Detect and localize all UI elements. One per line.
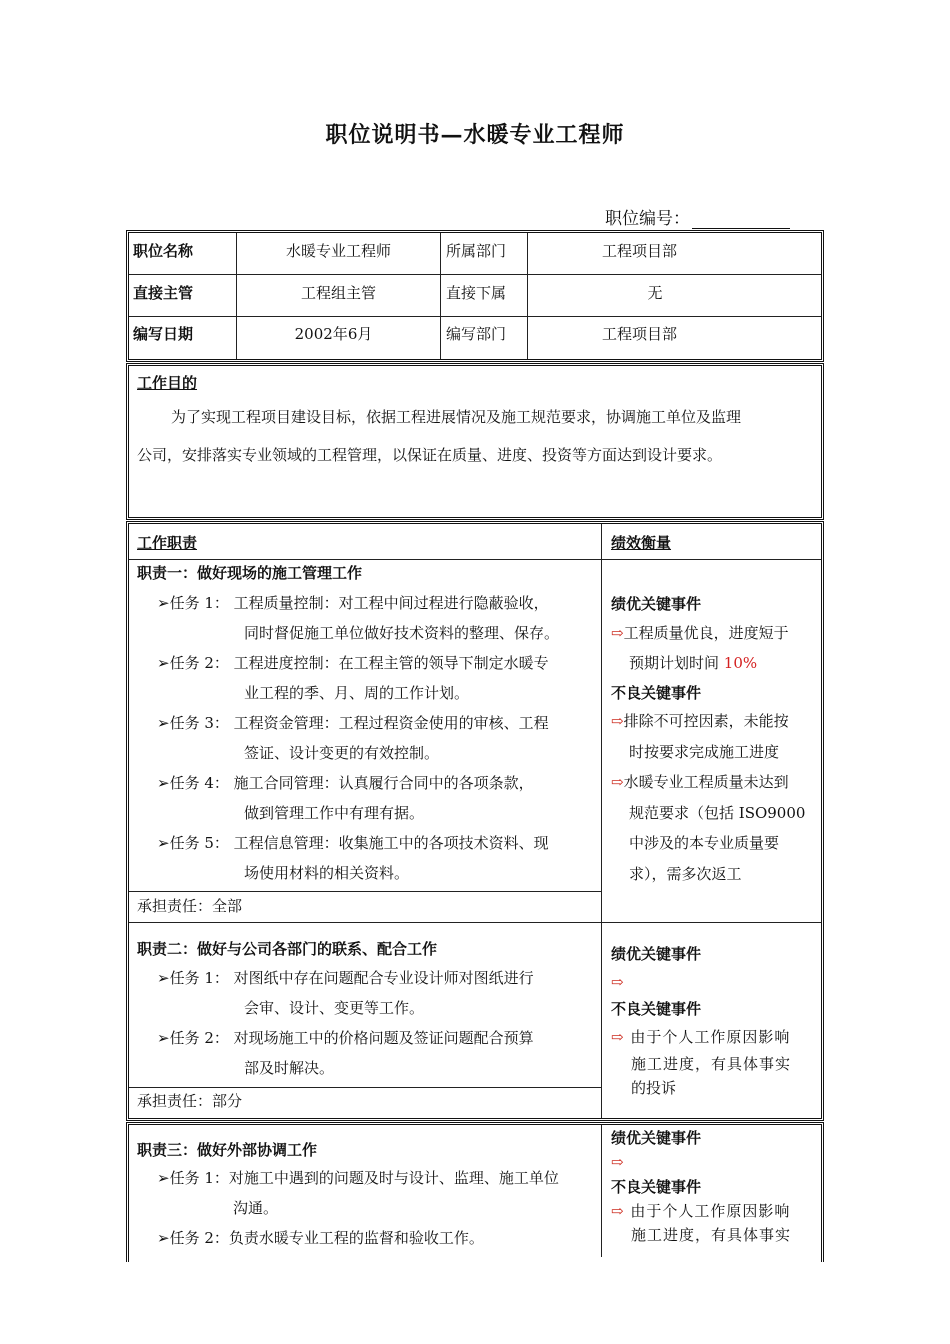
info-row-divider — [129, 316, 821, 317]
task-line: 场使用材料的相关资料。 — [244, 864, 410, 882]
arrow-icon: ⇨ — [611, 773, 624, 791]
task-line: ➢任务 3： 工程资金管理：工程过程资金使用的审核、工程 — [157, 714, 549, 732]
position-code-label: 职位编号： — [605, 209, 690, 229]
responsibility: 承担责任：全部 — [137, 897, 243, 915]
perf-heading: 绩效衡量 — [611, 534, 672, 552]
duty-title: 职责三：做好外部协调工作 — [137, 1141, 318, 1159]
page-title: 职位说明书—水暖专业工程师 — [325, 122, 625, 148]
duties-col-divider — [601, 524, 602, 1118]
duties-header-divider — [129, 559, 821, 560]
position-code-blank — [692, 212, 790, 229]
value-position-name: 水暖专业工程师 — [285, 242, 391, 260]
purpose-line: 公司，安排落实专业领域的工程管理，以保证在质量、进度、投资等方面达到设计要求。 — [137, 446, 723, 464]
label-department: 所属部门 — [446, 242, 507, 260]
perf-item: 施工进度，有具体事实 — [631, 1055, 792, 1073]
task-line: ➢任务 1：对施工中遇到的问题及时与设计、监理、施工单位 — [157, 1169, 559, 1187]
responsibility: 承担责任：部分 — [137, 1092, 243, 1110]
arrow-icon: ⇨ — [611, 1028, 625, 1046]
good-events-label: 绩优关键事件 — [611, 945, 702, 963]
value-date: 2002年6月 — [294, 325, 373, 343]
label-subordinate: 直接下属 — [446, 284, 507, 302]
arrow-icon: ⇨ — [611, 624, 624, 642]
bad-events-label: 不良关键事件 — [611, 684, 702, 702]
arrow-icon: ⇨ — [611, 973, 624, 991]
label-writer-dept: 编写部门 — [446, 325, 507, 343]
perf-item: ⇨ 由于个人工作原因影响 — [611, 1202, 791, 1220]
task-line: ➢任务 1： 对图纸中存在问题配合专业设计师对图纸进行 — [157, 969, 534, 987]
perf-item: 施工进度，有具体事实 — [631, 1226, 792, 1244]
value-department: 工程项目部 — [601, 242, 677, 260]
perf-item: 预期计划时间 10% — [629, 654, 758, 672]
duty-title: 职责一：做好现场的施工管理工作 — [137, 564, 363, 582]
task-line: 业工程的季、月、周的工作计划。 — [244, 684, 470, 702]
task-line: ➢任务 2： 工程进度控制：在工程主管的领导下制定水暖专 — [157, 654, 549, 672]
perf-item: 规范要求（包括 ISO9000 — [629, 804, 806, 822]
duties-col-divider — [601, 1125, 602, 1257]
label-date: 编写日期 — [133, 325, 194, 343]
value-writer-dept: 工程项目部 — [601, 325, 677, 343]
value-subordinate: 无 — [647, 284, 663, 302]
task-line: 沟通。 — [233, 1199, 279, 1217]
value-supervisor: 工程组主管 — [300, 284, 376, 302]
resp-divider — [129, 1087, 601, 1088]
task-line: 部及时解决。 — [244, 1059, 335, 1077]
perf-item: ⇨水暖专业工程质量未达到 — [611, 773, 789, 791]
bad-events-label: 不良关键事件 — [611, 1000, 702, 1018]
duty-title: 职责二：做好与公司各部门的联系、配合工作 — [137, 940, 438, 958]
task-line: ➢任务 5： 工程信息管理：收集施工中的各项技术资料、现 — [157, 834, 549, 852]
position-code — [605, 204, 790, 229]
label-supervisor: 直接主管 — [133, 284, 194, 302]
info-row-divider — [129, 274, 821, 275]
task-line: ➢任务 1： 工程质量控制：对工程中间过程进行隐蔽验收， — [157, 594, 549, 612]
task-line: ➢任务 2：负责水暖专业工程的监督和验收工作。 — [157, 1229, 484, 1247]
purpose-heading: 工作目的 — [137, 374, 198, 392]
purpose-line: 为了实现工程项目建设目标，依据工程进展情况及施工规范要求，协调施工单位及监理 — [171, 408, 742, 426]
task-line: ➢任务 4： 施工合同管理：认真履行合同中的各项条款， — [157, 774, 534, 792]
bad-events-label: 不良关键事件 — [611, 1178, 702, 1196]
arrow-icon: ⇨ — [611, 1202, 625, 1220]
perf-item: 中涉及的本专业质量要 — [629, 834, 780, 852]
arrow-icon: ⇨ — [611, 1153, 624, 1171]
good-events-label: 绩优关键事件 — [611, 595, 702, 613]
task-line: 同时督促施工单位做好技术资料的整理、保存。 — [244, 624, 560, 642]
perf-item: ⇨ 由于个人工作原因影响 — [611, 1028, 791, 1046]
task-line: ➢任务 2： 对现场施工中的价格问题及签证问题配合预算 — [157, 1029, 534, 1047]
label-position-name: 职位名称 — [133, 242, 194, 260]
task-line: 会审、设计、变更等工作。 — [244, 999, 425, 1017]
duty-divider — [129, 922, 821, 923]
info-col-divider — [440, 233, 441, 359]
perf-item: 时按要求完成施工进度 — [629, 743, 780, 761]
task-line: 做到管理工作中有理有据。 — [244, 804, 425, 822]
good-events-label: 绩优关键事件 — [611, 1129, 702, 1147]
perf-item: 求），需多次返工 — [629, 865, 742, 883]
arrow-icon: ⇨ — [611, 712, 624, 730]
perf-item: 的投诉 — [631, 1079, 677, 1097]
duties-heading: 工作职责 — [137, 534, 198, 552]
perf-item: ⇨工程质量优良，进度短于 — [611, 624, 789, 642]
resp-divider — [129, 891, 601, 892]
task-line: 签证、设计变更的有效控制。 — [244, 744, 440, 762]
perf-item: ⇨排除不可控因素，未能按 — [611, 712, 789, 730]
